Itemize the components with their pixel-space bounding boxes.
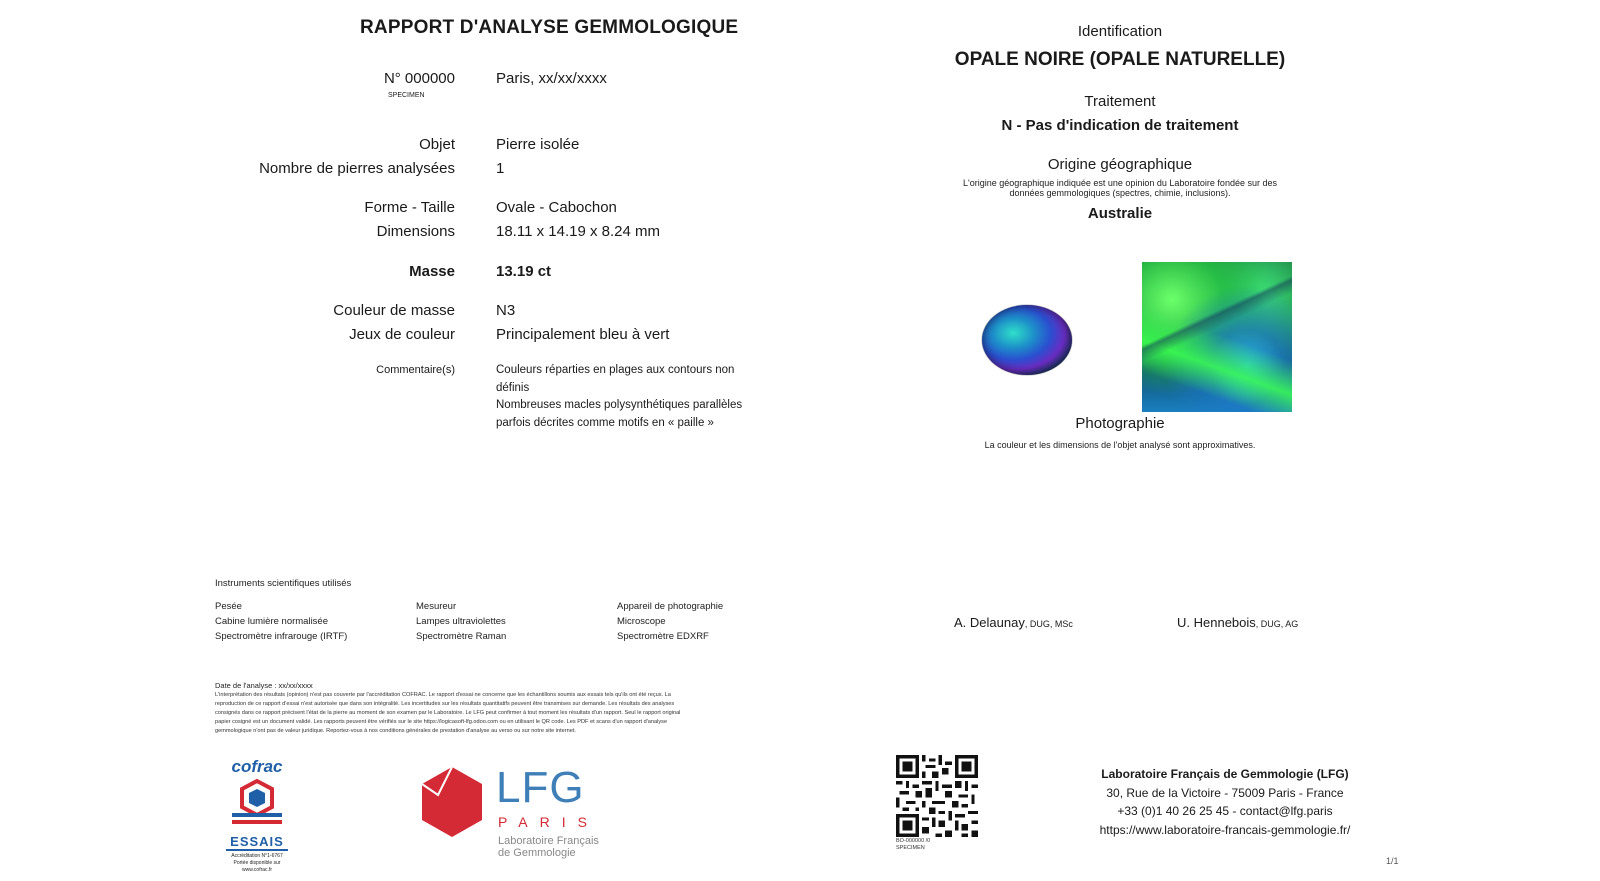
page-number: 1/1 (1386, 856, 1399, 866)
lfg-fullname-line: Laboratoire Français (498, 835, 599, 847)
signatory-name: A. Delaunay (954, 615, 1025, 630)
report-number: N° 000000 (383, 70, 455, 87)
lfg-logo (418, 760, 628, 865)
qr-caption (896, 838, 930, 852)
couleur-value: N3 (496, 302, 516, 319)
cofrac-word: cofrac (231, 757, 283, 776)
instrument-item: Mesureur (416, 601, 457, 612)
jeux-label: Jeux de couleur (349, 326, 455, 343)
opal-cabochon-photo (982, 305, 1072, 375)
traitement-value: N - Pas d'indication de traitement (1001, 117, 1239, 134)
legal-line: gemmologique n'ont pas de valeur juridique. Reportez-vous à nos conditions générales de prestation d'analyse au verso ou sur notre site internet. (215, 727, 576, 734)
instrument-item: Spectromètre Raman (416, 631, 507, 642)
commentaire-line: Couleurs réparties en plages aux contours non (496, 364, 735, 376)
lfg-city: PARIS (498, 814, 599, 830)
legal-line: papier cosigné est un document validé. Les rapports peuvent être vérifiés sur le site https://logicasoft-lfg.odoo.com ou en utilisant le QR code. Les PDF et scans d'un rapport d'analyse (215, 718, 668, 725)
instrument-item: Appareil de photographie (617, 601, 724, 612)
signatory-title: , DUG, AG (1255, 619, 1299, 629)
qr-specimen: SPECIMEN (896, 845, 925, 851)
origine-heading: Origine géographique (1047, 156, 1193, 173)
instruments-heading: Instruments scientifiques utilisés (215, 578, 352, 589)
instrument-item: Microscope (617, 616, 666, 627)
signatory-name: U. Hennebois (1177, 615, 1256, 630)
analysis-date: Date de l'analyse : xx/xx/xxxx (215, 681, 313, 690)
cofrac-accreditation-number: Accréditation N°1-6767 (231, 853, 283, 859)
identification-heading: Identification (1077, 23, 1163, 40)
photo-heading: Photographie (1075, 415, 1165, 432)
dimensions-label: Dimensions (376, 223, 455, 240)
instrument-item: Lampes ultraviolettes (416, 616, 506, 627)
forme-label: Forme - Taille (364, 199, 455, 216)
commentaire-line: parfois décrites comme motifs en « paille » (496, 416, 714, 429)
legal-line: consignés dans ce rapport précisent l'état de la pierre au moment de son examen par le Laboratoire. Le LFG peut confirmer à tout moment les résultats d'un rapport. Seul le rapport original (215, 709, 681, 716)
cofrac-site: www.cofrac.fr (241, 867, 272, 873)
report-title: RAPPORT D'ANALYSE GEMMOLOGIQUE (360, 17, 739, 38)
traitement-heading: Traitement (1084, 93, 1156, 110)
photo-note: La couleur et les dimensions de l'objet analysé sont approximatives. (984, 440, 1256, 450)
dimensions-value: 18.11 x 14.19 x 8.24 mm (496, 223, 660, 240)
instruments-col1 (215, 599, 347, 644)
lfg-letters: LFG (496, 763, 585, 812)
lab-name: Laboratoire Français de Gemmologie (LFG) (1101, 767, 1349, 781)
cofrac-logo (222, 757, 292, 873)
signatory-title: , DUG, MSc (1024, 619, 1073, 629)
lfg-gem-icon (418, 765, 486, 841)
qr-code-number: BO-000000 /0 (896, 838, 931, 844)
origine-note-line: L'origine géographique indiquée est une opinion du Laboratoire fondée sur des (963, 178, 1277, 188)
cofrac-portee: Portée disponible sur (233, 860, 281, 866)
specimen-label: SPECIMEN (388, 92, 425, 99)
legal-line: reproduction de ce rapport d'essai n'est autorisée que dans son intégralité. Les incertitudes sur les résultats quantitatifs peuvent être transmises sur demande. Les résultats des analyses (215, 700, 675, 707)
lab-address: 30, Rue de la Victoire - 75009 Paris - France (1106, 785, 1344, 800)
commentaire-line: définis (496, 381, 530, 394)
origine-note (930, 178, 1310, 198)
qr-code-icon[interactable] (896, 755, 978, 837)
instrument-item: Pesée (215, 601, 242, 612)
nombre-value: 1 (496, 160, 505, 177)
commentaire-block (496, 362, 756, 432)
masse-value: 13.19 ct (496, 263, 552, 280)
couleur-label: Couleur de masse (333, 302, 455, 319)
origine-note-line: données gemmologiques (spectres, chimie, inclusions). (1009, 188, 1231, 198)
instruments-col2 (416, 599, 506, 644)
lab-contact[interactable]: +33 (0)1 40 26 25 45 - contact@lfg.paris (1117, 804, 1333, 818)
place-date: Paris, xx/xx/xxxx (496, 70, 607, 87)
nombre-label: Nombre de pierres analysées (259, 160, 455, 177)
lfg-fullname (498, 835, 599, 859)
commentaire-label: Commentaire(s) (376, 364, 455, 376)
lab-website[interactable]: https://www.laboratoire-francais-gemmologie.fr/ (1099, 822, 1351, 837)
cofrac-accreditation (222, 853, 292, 874)
signatory-2 (1177, 615, 1298, 630)
cofrac-essais: ESSAIS (226, 834, 288, 851)
identification-value: OPALE NOIRE (OPALE NATURELLE) (954, 49, 1286, 70)
lab-address-block (1000, 765, 1450, 839)
instrument-item: Spectromètre infrarouge (IRTF) (215, 631, 348, 642)
lfg-fullname-line: de Gemmologie (498, 847, 576, 859)
instruments-col3 (617, 599, 723, 644)
cofrac-emblem-icon (222, 777, 292, 829)
instrument-item: Spectromètre EDXRF (617, 631, 709, 642)
objet-value: Pierre isolée (496, 136, 580, 153)
commentaire-line: Nombreuses macles polysynthétiques parallèles (496, 399, 743, 411)
opal-closeup-photo (1142, 262, 1292, 412)
masse-label: Masse (409, 263, 455, 280)
objet-label: Objet (419, 136, 455, 153)
origine-value: Australie (1087, 205, 1153, 222)
instrument-item: Cabine lumière normalisée (215, 616, 328, 627)
legal-disclaimer (215, 691, 805, 736)
jeux-value: Principalement bleu à vert (496, 326, 670, 343)
legal-line: L'interprétation des résultats (opinion) n'est pas couverte par l'accréditation COFRAC. Le rapport d'essai ne concerne que les échantillons soumis aux essais tels qu'ils ont été reçus. La (215, 692, 671, 698)
forme-value: Ovale - Cabochon (496, 199, 617, 216)
signatory-1 (954, 615, 1073, 630)
